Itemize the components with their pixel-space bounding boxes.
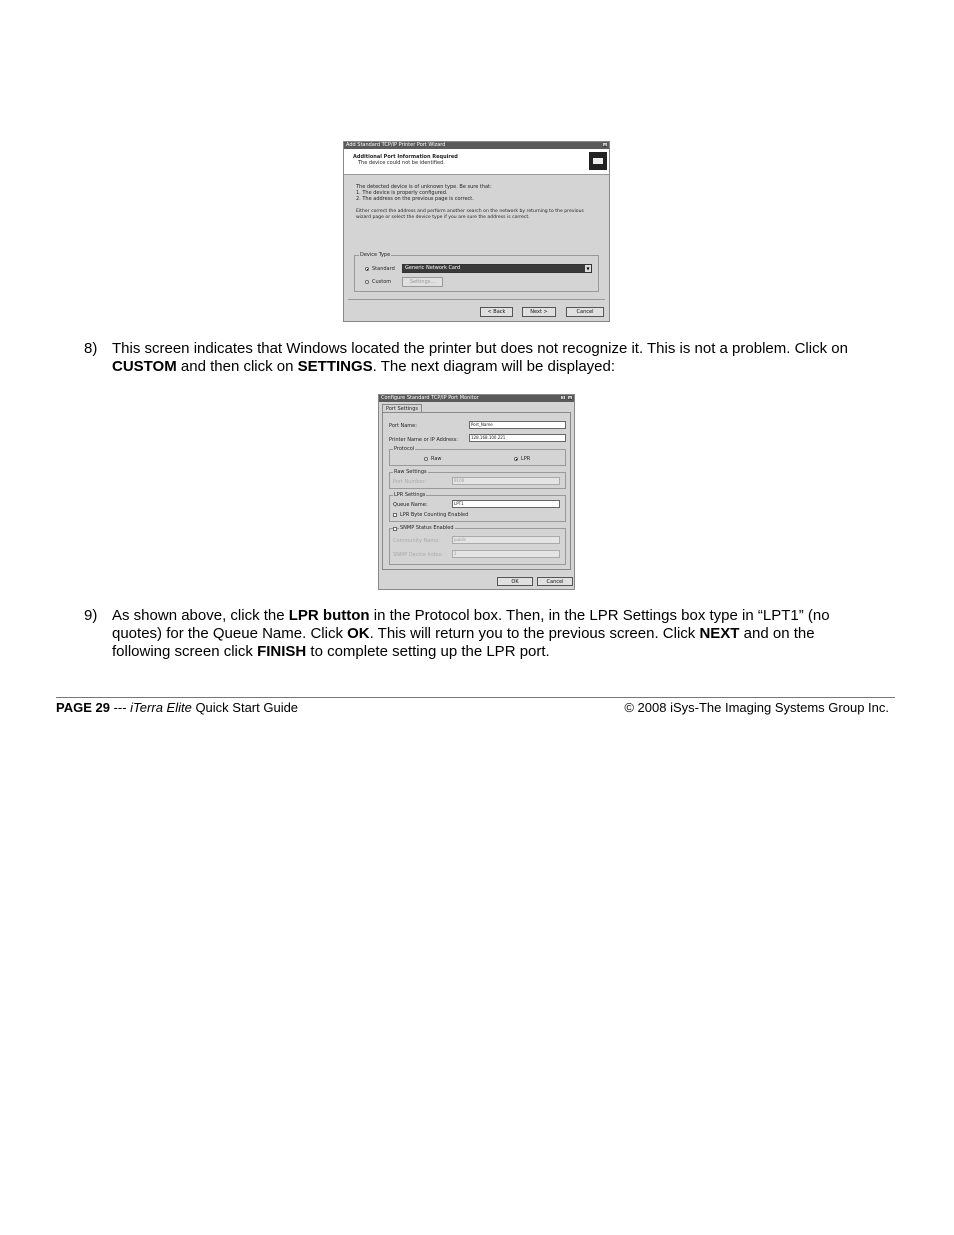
settings-button[interactable]: Settings... bbox=[402, 277, 443, 287]
cancel-button[interactable]: Cancel bbox=[566, 307, 604, 317]
printer-icon bbox=[589, 152, 607, 170]
step-text: to complete setting up the LPR port. bbox=[306, 643, 550, 660]
chevron-down-icon[interactable]: ▼ bbox=[586, 266, 590, 271]
wizard-title-bar bbox=[344, 142, 609, 149]
raw-radio[interactable] bbox=[424, 457, 428, 461]
step-number: 9) bbox=[84, 607, 98, 624]
footer-left bbox=[56, 700, 298, 716]
tab-port-settings[interactable]: Port Settings bbox=[382, 404, 422, 413]
close-icon[interactable]: × bbox=[568, 396, 572, 401]
wizard-text-line: 1. The device is properly configured. bbox=[356, 190, 448, 196]
wizard-text-line: wizard page or select the device type if you are sure the address is correct. bbox=[356, 215, 530, 220]
step-text: and then click on bbox=[176, 358, 298, 375]
step-emphasis: FINISH bbox=[257, 643, 307, 660]
product-name: iTerra Elite bbox=[130, 700, 192, 715]
snmp-checkbox[interactable] bbox=[393, 527, 397, 531]
raw-label: Raw bbox=[431, 456, 442, 462]
device-index-field[interactable]: 1 bbox=[452, 550, 560, 558]
next-button[interactable]: Next > bbox=[522, 307, 556, 317]
step-emphasis: SETTINGS bbox=[297, 358, 373, 375]
footer-copyright: © 2008 iSys-The Imaging Systems Group Inc. bbox=[624, 700, 889, 715]
byte-counting-checkbox[interactable] bbox=[393, 513, 397, 517]
configure-port-monitor-dialog bbox=[378, 394, 575, 590]
lpr-label: LPR bbox=[521, 456, 531, 462]
step-text: As shown above, click the bbox=[112, 607, 289, 624]
community-field[interactable]: public bbox=[452, 536, 560, 544]
guide-name: Quick Start Guide bbox=[191, 700, 299, 715]
raw-settings-label: Raw Settings bbox=[394, 469, 427, 475]
step-text: . The next diagram will be displayed: bbox=[372, 358, 616, 375]
ok-button[interactable]: OK bbox=[497, 577, 533, 586]
wizard-text-line: 2. The address on the previous page is correct. bbox=[356, 196, 474, 202]
lpr-settings-group bbox=[389, 492, 566, 522]
step-emphasis: LPR button bbox=[288, 607, 370, 624]
device-type-select[interactable] bbox=[402, 264, 592, 273]
monitor-title: Configure Standard TCP/IP Port Monitor bbox=[381, 395, 479, 401]
lpr-settings-label: LPR Settings bbox=[394, 492, 426, 498]
step-text: in the Protocol box. Then, in the LPR Settings box type in “LPT1” (no bbox=[369, 607, 830, 624]
step-9-text bbox=[112, 607, 902, 661]
divider bbox=[348, 299, 605, 300]
wizard-header bbox=[344, 149, 609, 175]
protocol-group bbox=[389, 446, 566, 466]
raw-settings-group bbox=[389, 469, 566, 489]
lpr-radio[interactable] bbox=[514, 457, 518, 461]
footer-separator: --- bbox=[109, 700, 131, 715]
step-text: and on the bbox=[739, 625, 815, 642]
page-number: PAGE 29 bbox=[56, 700, 110, 715]
protocol-label: Protocol bbox=[394, 446, 415, 452]
step-text: quotes) for the Queue Name. Click bbox=[112, 625, 348, 642]
byte-counting-label: LPR Byte Counting Enabled bbox=[400, 512, 469, 518]
help-icon[interactable]: ? bbox=[561, 396, 565, 401]
port-name-label: Port Name: bbox=[389, 423, 417, 429]
standard-radio[interactable] bbox=[365, 267, 369, 271]
custom-label: Custom bbox=[372, 279, 392, 285]
queue-name-field[interactable]: LPT1 bbox=[452, 500, 560, 508]
port-name-field[interactable]: Port_Name bbox=[469, 421, 566, 429]
footer-divider bbox=[56, 697, 895, 698]
add-port-wizard-dialog bbox=[343, 141, 610, 322]
device-type-group bbox=[354, 252, 599, 292]
snmp-label: SNMP Status Enabled bbox=[400, 525, 454, 531]
port-number-field[interactable]: 9100 bbox=[452, 477, 560, 485]
queue-name-label: Queue Name: bbox=[393, 502, 428, 508]
wizard-header-title: Additional Port Information Required bbox=[353, 154, 458, 160]
device-index-label: SNMP Device Index: bbox=[393, 552, 443, 558]
printer-address-field[interactable]: 128.168.100.221 bbox=[469, 434, 566, 442]
wizard-title: Add Standard TCP/IP Printer Port Wizard bbox=[346, 142, 446, 148]
standard-label: Standard bbox=[372, 266, 395, 272]
step-number: 8) bbox=[84, 340, 98, 357]
monitor-title-bar bbox=[379, 395, 574, 402]
port-settings-panel bbox=[382, 412, 571, 570]
close-icon[interactable]: × bbox=[603, 143, 607, 148]
device-type-label: Device Type bbox=[360, 252, 391, 258]
step-text: following screen click bbox=[112, 643, 258, 660]
step-emphasis: NEXT bbox=[699, 625, 740, 642]
back-button[interactable]: < Back bbox=[480, 307, 513, 317]
step-emphasis: CUSTOM bbox=[112, 358, 177, 375]
community-label: Community Name: bbox=[393, 538, 440, 544]
step-emphasis: OK bbox=[347, 625, 370, 642]
cancel-button[interactable]: Cancel bbox=[537, 577, 573, 586]
wizard-text-line: The detected device is of unknown type. Be sure that: bbox=[356, 184, 492, 190]
step-8-text bbox=[112, 340, 902, 376]
snmp-group bbox=[389, 525, 566, 565]
device-type-selected: Generic Network Card bbox=[405, 265, 461, 271]
step-text: This screen indicates that Windows located the printer but does not recognize it. This is not a problem. Click on bbox=[112, 340, 848, 357]
step-text: . This will return you to the previous screen. Click bbox=[369, 625, 700, 642]
printer-name-label: Printer Name or IP Address: bbox=[389, 437, 458, 443]
custom-radio[interactable] bbox=[365, 280, 369, 284]
wizard-text-line: Either correct the address and perform another search on the network by returning to the previous bbox=[356, 209, 584, 214]
wizard-header-subtitle: The device could not be identified. bbox=[358, 160, 445, 166]
port-number-label: Port Number: bbox=[393, 479, 427, 485]
